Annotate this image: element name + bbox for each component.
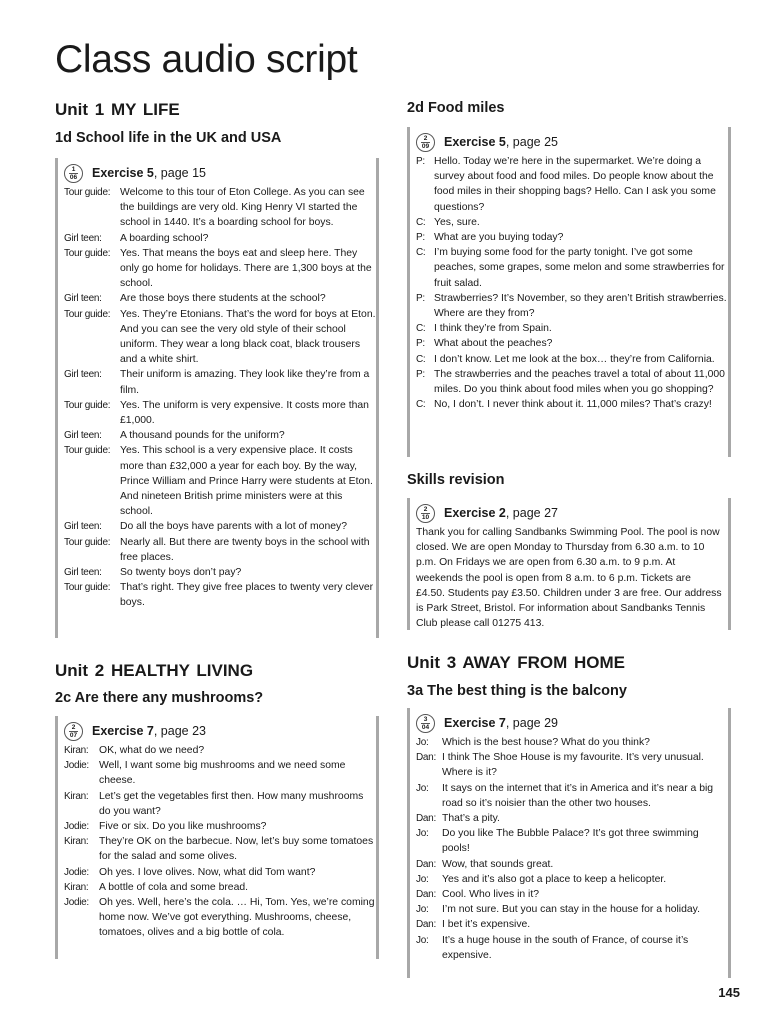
dialogue-line bbox=[64, 367, 376, 397]
speaker-label: Girl teen: bbox=[64, 232, 102, 244]
speech-text: Do you like The Bubble Palace? It’s got three swimming pools! bbox=[442, 828, 699, 855]
speaker-label: Jo: bbox=[416, 873, 429, 885]
speaker-label: Dan: bbox=[416, 858, 436, 870]
speech-text: I think they’re from Spain. bbox=[434, 323, 552, 335]
dialogue-line bbox=[416, 230, 728, 245]
speech-text: Yes. They’re Etonians. That’s the word for boys at Eton. And you can see the very old style of their school uniform. They wear a long black coat, black trousers and a white shirt. bbox=[120, 308, 376, 366]
dialogue-line bbox=[416, 336, 728, 351]
speaker-label: Jodie: bbox=[64, 897, 89, 909]
unit2-script-box bbox=[55, 716, 379, 959]
cd-track-icon: 2 09 bbox=[416, 133, 435, 152]
cd-track-icon: 2 10 bbox=[416, 504, 435, 523]
speaker-label: Dan: bbox=[416, 919, 436, 931]
speaker-label: Jo: bbox=[416, 737, 429, 748]
dialogue-line bbox=[64, 291, 376, 306]
speaker-label: Tour guide: bbox=[64, 399, 111, 411]
speaker-label: Tour guide: bbox=[64, 187, 111, 198]
dialogue-line bbox=[64, 307, 376, 368]
skills-revision-exercise-header bbox=[416, 502, 728, 524]
speech-text: A bottle of cola and some bread. bbox=[99, 881, 249, 893]
speech-text: So twenty boys don’t pay? bbox=[120, 567, 242, 579]
speech-text: They’re OK on the barbecue. Now, let’s buy some tomatoes for the salad and some olives. bbox=[99, 836, 374, 863]
cd-track-icon: 1 06 bbox=[64, 164, 83, 183]
speech-text: That’s right. They give free places to twenty very clever boys. bbox=[120, 582, 374, 609]
speaker-label: Girl teen: bbox=[64, 369, 102, 381]
unit1-title: Unit 1 MY LIFE bbox=[55, 100, 180, 119]
dialogue-line bbox=[64, 819, 376, 834]
speaker-label: Tour guide: bbox=[64, 582, 111, 594]
dialogue-line bbox=[416, 811, 728, 826]
speech-text: Oh yes. I love olives. Now, what did Tom want? bbox=[99, 866, 316, 878]
speech-text: I bet it’s expensive. bbox=[442, 919, 531, 931]
dialogue-line bbox=[416, 872, 728, 887]
speaker-label: P: bbox=[416, 368, 425, 380]
dialogue-line bbox=[416, 397, 728, 412]
speech-text: Yes, sure. bbox=[434, 216, 480, 228]
speaker-label: Dan: bbox=[416, 813, 436, 825]
speaker-label: Kiran: bbox=[64, 745, 89, 756]
dialogue-line bbox=[64, 758, 376, 788]
dialogue-line bbox=[64, 834, 376, 864]
speaker-label: C: bbox=[416, 399, 426, 411]
dialogue-line bbox=[64, 246, 376, 292]
unit1-dialogue bbox=[64, 185, 376, 611]
dialogue-line bbox=[64, 231, 376, 246]
speaker-label: C: bbox=[416, 323, 426, 335]
unit2-exercise-title: Exercise 7, page 23 bbox=[92, 724, 206, 738]
speech-text: Well, I want some big mushrooms and we need some cheese. bbox=[99, 760, 346, 787]
speaker-label: Tour guide: bbox=[64, 536, 111, 548]
speaker-label: Kiran: bbox=[64, 881, 89, 893]
dialogue-line bbox=[416, 352, 728, 367]
dialogue-line bbox=[64, 743, 376, 758]
speech-text: Do all the boys have parents with a lot of money? bbox=[120, 521, 347, 533]
speaker-label: Jodie: bbox=[64, 866, 89, 878]
dialogue-line bbox=[64, 519, 376, 534]
dialogue-line bbox=[64, 789, 376, 819]
speech-text: I think The Shoe House is my favourite. It’s very unusual. Where is it? bbox=[442, 752, 704, 779]
speaker-label: Jodie: bbox=[64, 821, 89, 833]
dialogue-line bbox=[416, 887, 728, 902]
unit3-exercise-title: Exercise 7, page 29 bbox=[444, 716, 558, 730]
speech-text: No, I don’t. I never think about it. 11,000 miles? That’s crazy! bbox=[434, 399, 712, 411]
speech-text: Welcome to this tour of Eton College. As you can see the buildings are very old. King Henry VI started the school in 1440. It’s a boarding school for boys. bbox=[120, 187, 365, 229]
dialogue-line bbox=[64, 565, 376, 580]
speech-text: Strawberries? It’s November, so they aren’t British strawberries. Where are they from? bbox=[434, 292, 727, 320]
unit3-title: Unit 3 AWAY FROM HOME bbox=[407, 653, 626, 672]
dialogue-line bbox=[64, 895, 376, 941]
speech-text: Five or six. Do you like mushrooms? bbox=[99, 821, 267, 833]
speaker-label: Dan: bbox=[416, 889, 436, 901]
speech-text: OK, what do we need? bbox=[99, 745, 205, 756]
speaker-label: C: bbox=[416, 247, 426, 259]
speech-text: Cool. Who lives in it? bbox=[442, 889, 540, 901]
speech-text: What are you buying today? bbox=[434, 232, 564, 244]
speech-text: Hello. Today we’re here in the supermarket. We’re doing a survey about food and food miles. Do people know about the food miles in their shopping bags? Hello. Can I ask you some questions? bbox=[434, 156, 716, 213]
speech-text: I don’t know. Let me look at the box… they’re from California. bbox=[434, 353, 715, 365]
speaker-label: P: bbox=[416, 292, 425, 304]
speech-text: A thousand pounds for the uniform? bbox=[120, 430, 285, 442]
unit3-exercise-header bbox=[416, 712, 728, 734]
dialogue-line bbox=[416, 750, 728, 780]
unit1-exercise-title: Exercise 5, page 15 bbox=[92, 166, 206, 180]
unit1-script-box bbox=[55, 158, 379, 638]
dialogue-line bbox=[416, 933, 728, 963]
unit1-section-title: 1d School life in the UK and USA bbox=[55, 130, 282, 146]
skills-revision-exercise-title: Exercise 2, page 27 bbox=[444, 506, 558, 520]
food-miles-section-title: 2d Food miles bbox=[407, 100, 505, 116]
speaker-label: Jo: bbox=[416, 828, 429, 840]
page-number: 145 bbox=[718, 985, 740, 1000]
dialogue-line bbox=[416, 735, 728, 750]
speaker-label: Kiran: bbox=[64, 836, 89, 848]
food-miles-exercise-title: Exercise 5, page 25 bbox=[444, 135, 558, 149]
speaker-label: Jo: bbox=[416, 782, 429, 794]
dialogue-line bbox=[416, 321, 728, 336]
dialogue-line bbox=[64, 398, 376, 428]
unit1-exercise-header bbox=[64, 162, 376, 184]
dialogue-line bbox=[64, 580, 376, 610]
dialogue-line bbox=[416, 215, 728, 230]
food-miles-exercise-header bbox=[416, 131, 728, 153]
speaker-label: Girl teen: bbox=[64, 430, 102, 442]
speech-text: Yes. The uniform is very expensive. It costs more than £1,000. bbox=[120, 399, 369, 427]
speech-text: I’m buying some food for the party tonight. I’ve got some peaches, some grapes, some melon and some strawberries for fruit salad. bbox=[434, 247, 725, 289]
speech-text: What about the peaches? bbox=[434, 338, 553, 350]
speech-text: A boarding school? bbox=[120, 232, 209, 244]
speaker-label: C: bbox=[416, 353, 426, 365]
speaker-label: Jo: bbox=[416, 934, 429, 946]
speech-text: Yes and it’s also got a place to keep a helicopter. bbox=[442, 873, 667, 885]
speech-text: Their uniform is amazing. They look like they’re from a film. bbox=[120, 369, 370, 396]
skills-revision-title: Skills revision bbox=[407, 472, 505, 488]
speaker-label: P: bbox=[416, 338, 425, 350]
skills-revision-box bbox=[407, 498, 731, 630]
dialogue-line bbox=[416, 154, 728, 215]
skills-revision-text: Thank you for calling Sandbanks Swimming Pool. The pool is now closed. We are open Monday to Thursday from 6.30 a.m. to 10 p.m. On Fridays we are open from 6.30 a.m. to 9 p.m. At weekends the pool is open from 8 a.m. to 6 p.m. Tickets are £4.50. Students pay £3.50. Children under 3 are free. Our address is Park Street, Bristol. For information about Sandbanks Tennis Club please call 01275 413. bbox=[416, 527, 722, 630]
speaker-label: Girl teen: bbox=[64, 567, 102, 579]
speech-text: Are those boys there students at the school? bbox=[120, 293, 326, 305]
speech-text: Nearly all. But there are twenty boys in the school with free places. bbox=[120, 536, 370, 563]
speaker-label: Girl teen: bbox=[64, 293, 102, 305]
dialogue-line bbox=[416, 291, 728, 321]
speech-text: It’s a huge house in the south of France, of course it’s expensive. bbox=[442, 934, 689, 961]
speech-text: Oh yes. Well, here’s the cola. … Hi, Tom. Yes, we’re coming home now. We’ve got everything. Mushrooms, cheese, tomatoes, olives and a big bottle of cola. bbox=[99, 897, 375, 939]
dialogue-line bbox=[416, 367, 728, 397]
page-title: Class audio script bbox=[55, 38, 358, 81]
unit2-exercise-header bbox=[64, 720, 376, 742]
speech-text: Which is the best house? What do you think? bbox=[442, 737, 650, 748]
dialogue-line bbox=[64, 865, 376, 880]
dialogue-line bbox=[416, 245, 728, 291]
dialogue-line bbox=[64, 185, 376, 231]
speech-text: The strawberries and the peaches travel a total of about 11,000 miles. Do you think about food miles when you go shopping? bbox=[434, 368, 725, 396]
dialogue-line bbox=[416, 781, 728, 811]
dialogue-line bbox=[416, 826, 728, 856]
dialogue-line bbox=[64, 443, 376, 519]
speaker-label: Girl teen: bbox=[64, 521, 102, 533]
speaker-label: P: bbox=[416, 156, 425, 167]
speaker-label: Tour guide: bbox=[64, 308, 111, 320]
unit2-section-title: 2c Are there any mushrooms? bbox=[55, 690, 264, 706]
unit3-script-box bbox=[407, 708, 731, 978]
dialogue-line bbox=[416, 917, 728, 932]
dialogue-line bbox=[416, 902, 728, 917]
speech-text: Wow, that sounds great. bbox=[442, 858, 554, 870]
speech-text: That’s a pity. bbox=[442, 813, 500, 825]
cd-track-icon: 2 07 bbox=[64, 722, 83, 741]
speaker-label: P: bbox=[416, 232, 425, 244]
speech-text: It says on the internet that it’s in America and it’s near a big road so it’s noisier than the other two houses. bbox=[442, 782, 714, 809]
speech-text: I’m not sure. But you can stay in the house for a holiday. bbox=[442, 904, 700, 916]
speech-text: Let’s get the vegetables first then. How many mushrooms do you want? bbox=[99, 790, 364, 817]
speaker-label: Tour guide: bbox=[64, 247, 111, 259]
speech-text: Yes. This school is a very expensive place. It costs more than £32,000 a year for each boy. By the way, Prince William and Prince Harry were students at Eton. And nineteen British prime ministers were at this school. bbox=[120, 445, 373, 518]
unit2-dialogue bbox=[64, 743, 376, 941]
speaker-label: Kiran: bbox=[64, 790, 89, 802]
speaker-label: C: bbox=[416, 216, 426, 228]
speech-text: Yes. That means the boys eat and sleep here. They only go home for holidays. There are 1,300 boys at the school. bbox=[120, 247, 372, 290]
unit3-section-title: 3a The best thing is the balcony bbox=[407, 683, 627, 699]
food-miles-dialogue bbox=[416, 154, 728, 412]
speaker-label: Jo: bbox=[416, 904, 429, 916]
dialogue-line bbox=[416, 857, 728, 872]
speaker-label: Dan: bbox=[416, 752, 436, 764]
unit3-dialogue bbox=[416, 735, 728, 963]
speaker-label: Jodie: bbox=[64, 760, 89, 772]
dialogue-line bbox=[64, 428, 376, 443]
unit2-title: Unit 2 HEALTHY LIVING bbox=[55, 661, 254, 680]
dialogue-line bbox=[64, 880, 376, 895]
food-miles-script-box bbox=[407, 127, 731, 457]
speaker-label: Tour guide: bbox=[64, 445, 111, 457]
cd-track-icon: 3 04 bbox=[416, 714, 435, 733]
dialogue-line bbox=[64, 535, 376, 565]
